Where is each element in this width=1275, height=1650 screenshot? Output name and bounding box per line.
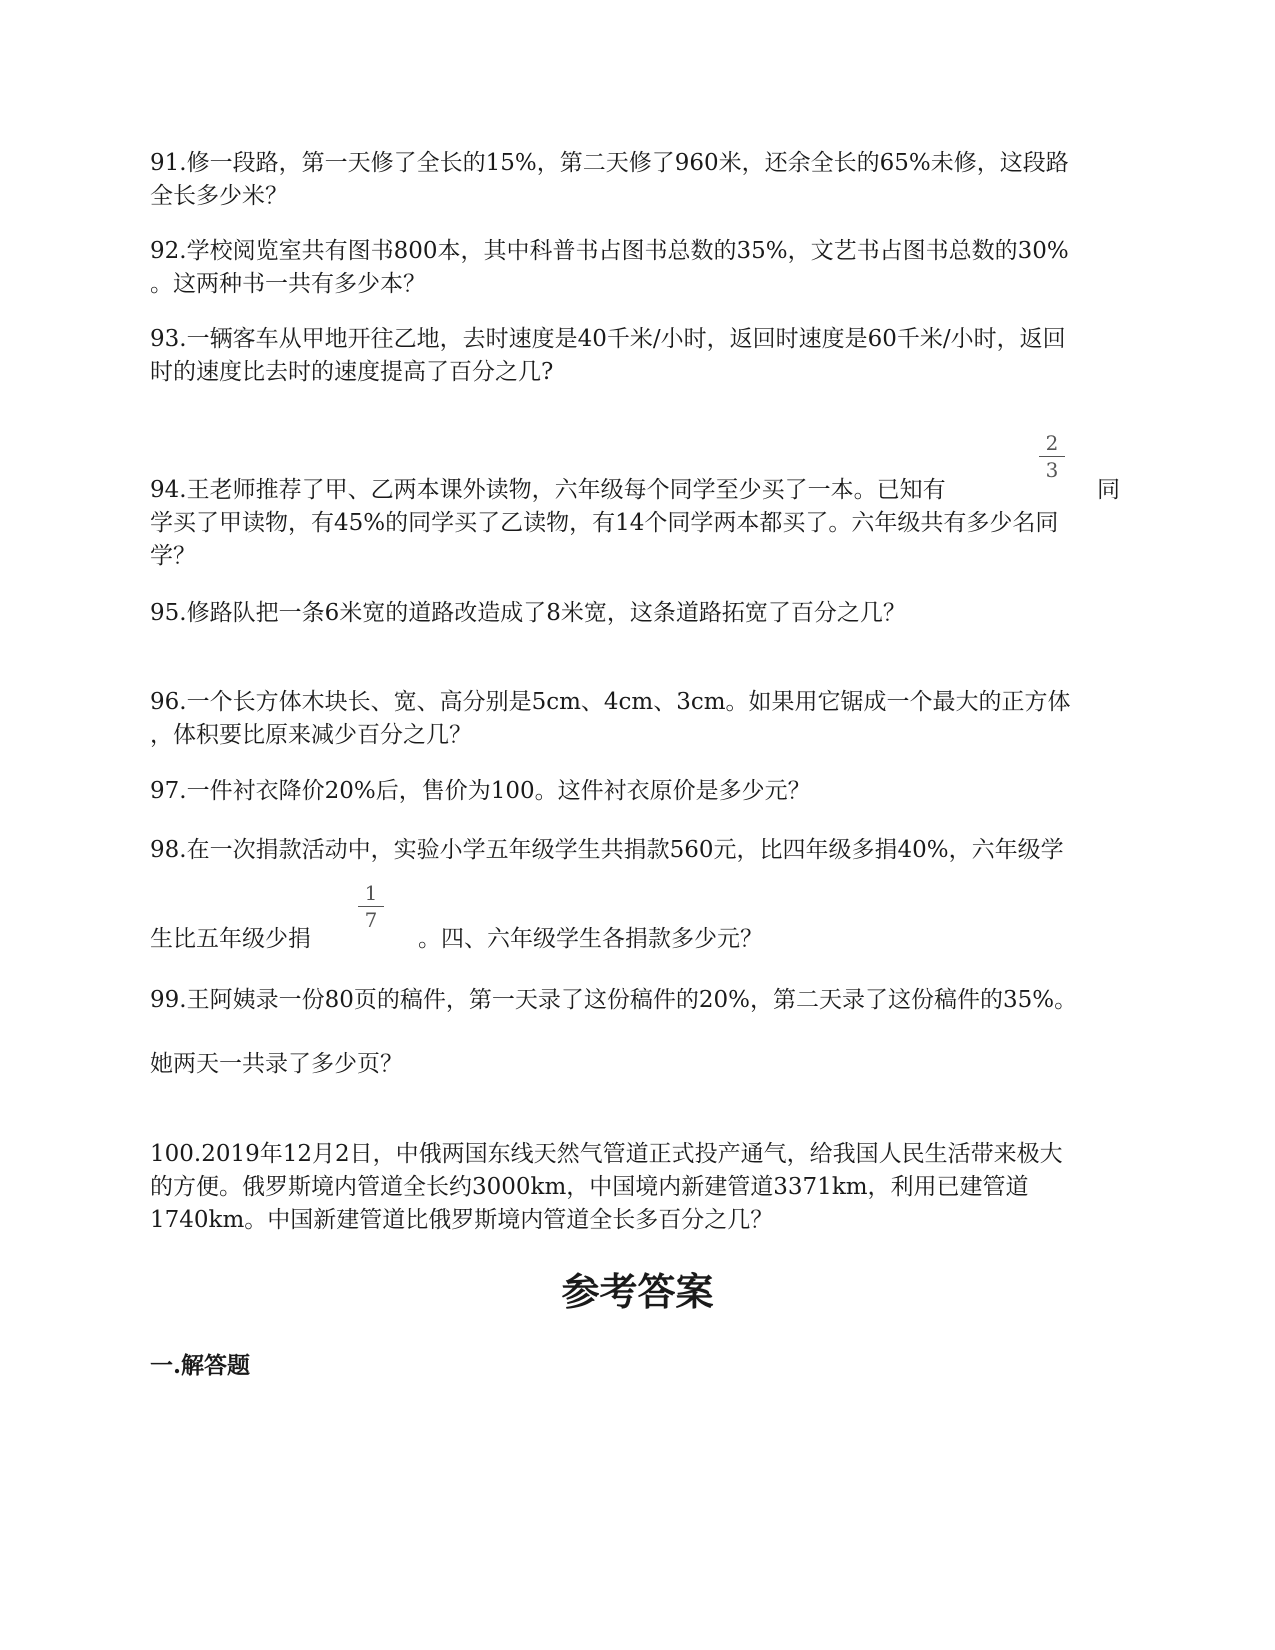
question-100-line-2: 的方便。俄罗斯境内管道全长约3000km，中国境内新建管道3371km，利用已建管道 [150,1174,1029,1200]
answers-title: 参考答案 [561,1269,714,1314]
question-96-line-1: 96.一个长方体木块长、宽、高分别是5cm、4cm、3cm。如果用它锯成一个最大的正方体 [150,689,1071,715]
fraction-one-seventh [358,882,384,931]
question-98-line-2-start: 生比五年级少捐 [150,926,311,952]
question-95-line-1: 95.修路队把一条6米宽的道路改造成了8米宽，这条道路拓宽了百分之几？ [150,600,906,626]
question-94-line-2: 学买了甲读物，有45%的同学买了乙读物，有14个同学两本都买了。六年级共有多少名同 [150,510,1059,536]
question-92-line-1: 92.学校阅览室共有图书800本，其中科普书占图书总数的35%，文艺书占图书总数的30% [150,238,1069,264]
question-94-line-1-end: 同 [1097,477,1120,503]
question-93-line-1: 93.一辆客车从甲地开往乙地，去时速度是40千米/小时，返回时速度是60千米/小时，返回 [150,326,1066,352]
fraction-numerator: 1 [364,881,378,905]
question-93-line-2: 时的速度比去时的速度提高了百分之几? [150,359,554,385]
question-97-line-1: 97.一件衬衣降价20%后，售价为100。这件衬衣原价是多少元？ [150,778,811,804]
question-92-line-2: 。这两种书一共有多少本？ [150,271,426,297]
question-94-line-1-start: 94.王老师推荐了甲、乙两本课外读物，六年级每个同学至少买了一本。已知有 [150,477,946,503]
section-heading: 一.解答题 [150,1352,251,1379]
fraction-numerator: 2 [1045,431,1059,455]
question-98-line-2-end: 。四、六年级学生各捐款多少元？ [418,926,763,952]
question-91-line-2: 全长多少米？ [150,183,288,209]
question-91-line-1: 91.修一段路，第一天修了全长的15%，第二天修了960米，还余全长的65%未修，这段路 [150,150,1069,176]
question-96-line-2: ，体积要比原来减少百分之几？ [150,722,472,748]
question-99-line-1: 99.王阿姨录一份80页的稿件，第一天录了这份稿件的20%，第二天录了这份稿件的35%。 [150,987,1078,1013]
fraction-two-thirds [1039,432,1065,481]
question-98-line-1: 98.在一次捐款活动中，实验小学五年级学生共捐款560元，比四年级多捐40%，六年级学 [150,837,1064,863]
fraction-denominator: 3 [1045,458,1059,482]
question-100-line-1: 100.2019年12月2日，中俄两国东线天然气管道正式投产通气，给我国人民生活带来极大 [150,1141,1063,1167]
question-99-line-2: 她两天一共录了多少页？ [150,1051,403,1077]
fraction-denominator: 7 [364,908,378,932]
question-94-line-3: 学？ [150,543,196,569]
question-100-line-3: 1740km。中国新建管道比俄罗斯境内管道全长多百分之几？ [150,1207,774,1233]
